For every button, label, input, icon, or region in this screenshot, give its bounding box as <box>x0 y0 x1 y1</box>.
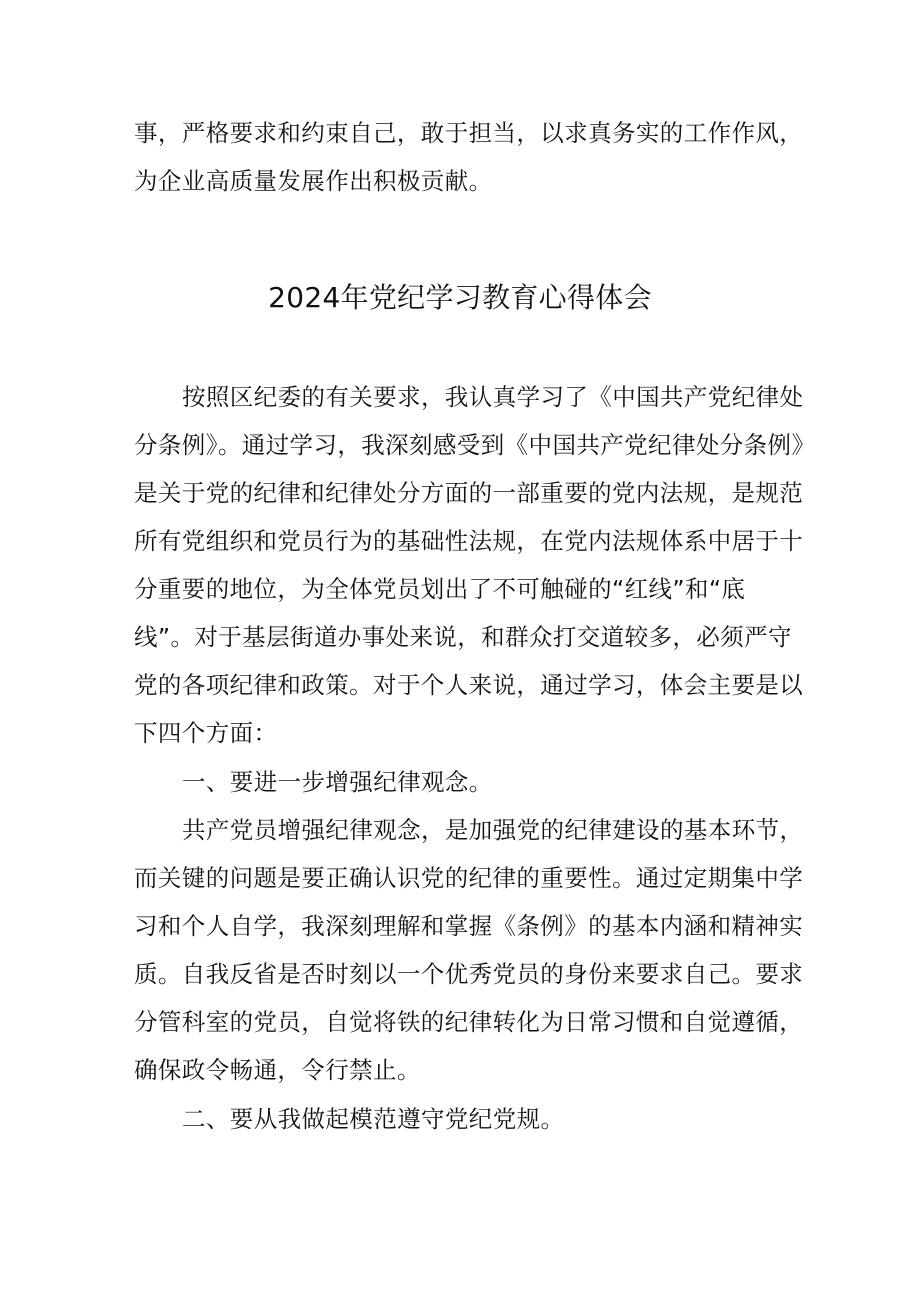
document-title: 2024年党纪学习教育心得体会 <box>268 281 652 314</box>
section-heading-2: 二、要从我做起模范遵守党纪党规。 <box>182 1105 565 1133</box>
intro-line-1: 事，严格要求和约束自己，敢于担当，以求真务实的工作作风， <box>134 119 804 147</box>
paragraph-line: 是关于党的纪律和纪律处分方面的一部重要的党内法规，是规范 <box>134 479 804 507</box>
paragraph-line: 所有党组织和党员行为的基础性法规，在党内法规体系中居于十 <box>134 527 804 555</box>
paragraph-line: 共产党员增强纪律观念，是加强党的纪律建设的基本环节， <box>182 816 804 844</box>
paragraph-line: 线”。对于基层街道办事处来说，和群众打交道较多，必须严守 <box>134 623 792 651</box>
paragraph-line: 分条例》。通过学习，我深刻感受到《中国共产党纪律处分条例》 <box>134 431 816 459</box>
paragraph-line: 习和个人自学，我深刻理解和掌握《条例》的基本内涵和精神实 <box>134 912 804 940</box>
paragraph-line: 而关键的问题是要正确认识党的纪律的重要性。通过定期集中学 <box>134 864 804 892</box>
paragraph-line: 分重要的地位，为全体党员划出了不可触碰的“红线”和“底 <box>134 575 746 603</box>
paragraph-line: 分管科室的党员，自觉将铁的纪律转化为日常习惯和自觉遵循， <box>134 1008 804 1036</box>
paragraph-line: 党的各项纪律和政策。对于个人来说，通过学习，体会主要是以 <box>134 671 804 699</box>
paragraph-line: 质。自我反省是否时刻以一个优秀党员的身份来要求自己。要求 <box>134 960 804 988</box>
section-heading-1: 一、要进一步增强纪律观念。 <box>182 768 493 796</box>
paragraph-line: 确保政令畅通，令行禁止。 <box>134 1056 421 1084</box>
paragraph-line: 按照区纪委的有关要求，我认真学习了《中国共产党纪律处 <box>182 383 804 411</box>
paragraph-line: 下四个方面： <box>134 719 278 747</box>
intro-line-2: 为企业高质量发展作出积极贡献。 <box>134 167 493 195</box>
